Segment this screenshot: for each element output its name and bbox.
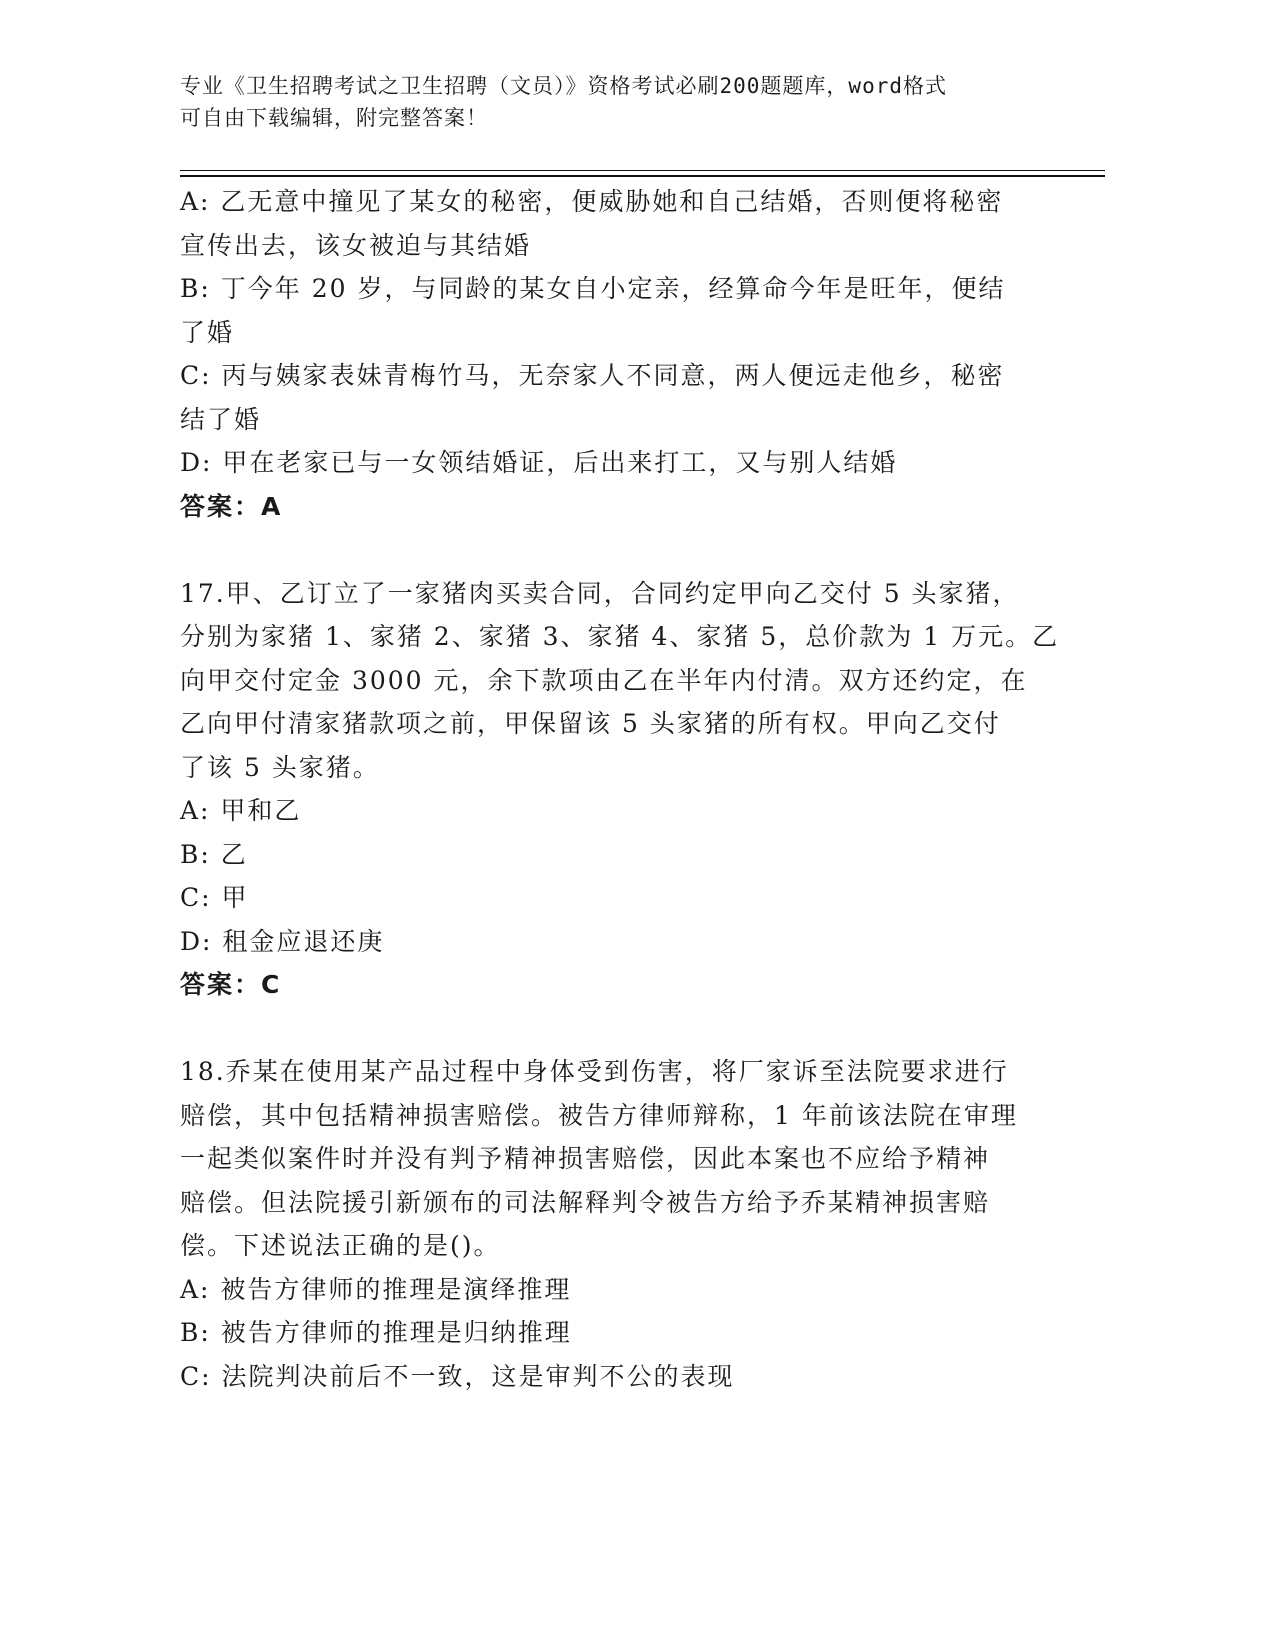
option-line: D: 甲在老家已与一女领结婚证，后出来打工，又与别人结婚 [180,448,898,477]
option-c [180,354,1040,441]
option-line: 宣传出去，该女被迫与其结婚 [180,230,532,260]
option-a: A: 甲和乙 [180,796,302,825]
prev-question-block [180,180,1040,528]
document-body [180,180,1060,1398]
question-stem-line: 乙向甲付清家猪款项之前，甲保留该 5 头家猪的所有权。甲向乙交付 [180,709,1001,738]
option-a: A: 被告方律师的推理是演绎推理 [180,1274,572,1304]
question-stem-line: 分别为家猪 1、家猪 2、家猪 3、家猪 4、家猪 5，总价款为 1 万元。乙 [180,622,1060,651]
header-rule-thin [180,170,1105,171]
question-stem-line: 一起类似案件时并没有判予精神损害赔偿，因此本案也不应给予精神 [180,1144,991,1173]
option-b [180,267,1040,354]
option-line: A: 乙无意中撞见了某女的秘密，便威胁她和自己结婚，否则便将秘密 [180,187,1004,216]
question-17 [180,572,1060,1007]
question-18 [180,1050,1040,1398]
option-line: 结了婚 [180,404,262,434]
option-line: C: 丙与姨家表妹青梅竹马，无奈家人不同意，两人便远走他乡，秘密 [180,361,1005,390]
question-stem-line: 赔偿，其中包括精神损害赔偿。被告方律师辩称，1 年前该法院在审理 [180,1100,1018,1130]
answer-label: 答案：C [180,970,282,999]
question-stem-line: 18.乔某在使用某产品过程中身体受到伤害，将厂家诉至法院要求进行 [180,1057,1009,1086]
header-line-2: 可自由下载编辑，附完整答案！ [180,106,488,130]
option-d [180,441,1040,485]
option-b: B: 乙 [180,839,248,869]
option-c: C: 法院判决前后不一致，这是审判不公的表现 [180,1361,735,1391]
question-stem-line: 向甲交付定金 3000 元，余下款项由乙在半年内付清。双方还约定，在 [180,665,1028,695]
header-rule-thick [180,175,1105,177]
question-stem-line: 赔偿。但法院援引新颁布的司法解释判令被告方给予乔某精神损害赔 [180,1187,991,1217]
question-stem-line: 17.甲、乙订立了一家猪肉买卖合同，合同约定甲向乙交付 5 头家猪， [180,578,1020,608]
option-line: B: 丁今年 20 岁，与同龄的某女自小定亲，经算命今年是旺年，便结 [180,274,1006,303]
question-stem-line: 了该 5 头家猪。 [180,752,380,782]
document-header [180,70,1080,134]
option-b: B: 被告方律师的推理是归纳推理 [180,1318,572,1347]
spacer [180,528,1040,572]
question-stem-line: 偿。下述说法正确的是()。 [180,1231,501,1260]
option-line: 了婚 [180,317,235,347]
option-c: C: 甲 [180,883,249,912]
spacer [180,1007,1040,1051]
header-line-1: 专业《卫生招聘考试之卫生招聘（文员）》资格考试必刷200题题库，word格式 [180,74,947,98]
option-d: D: 租金应退还庚 [180,926,385,956]
option-a [180,180,1040,267]
answer-label: 答案：A [180,491,283,521]
